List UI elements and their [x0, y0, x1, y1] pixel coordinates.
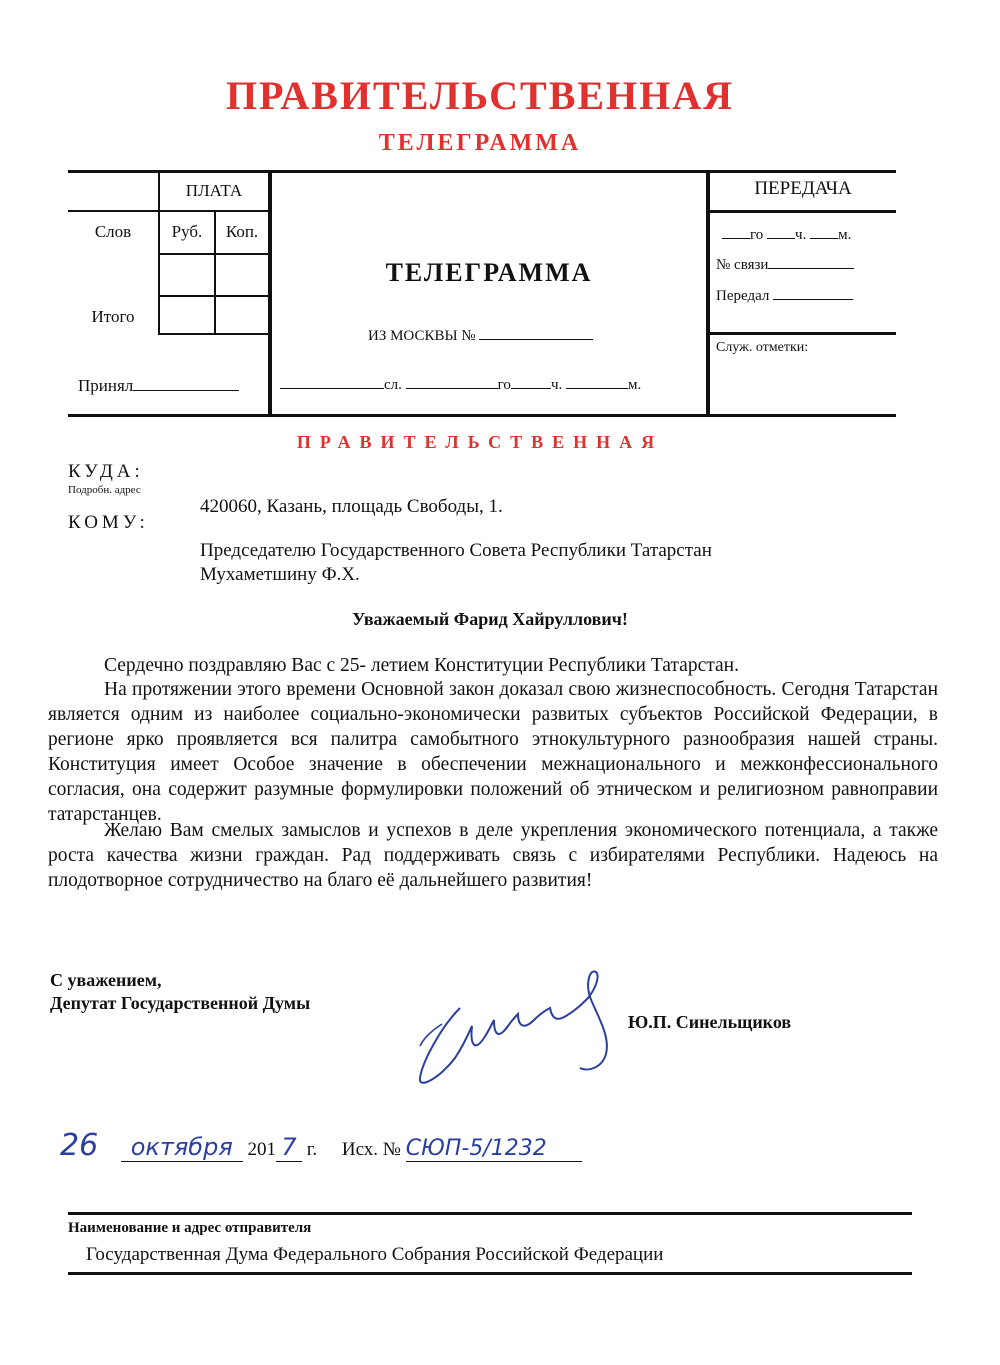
itogo-label: Итого: [91, 307, 135, 326]
podrobn-label: Подробн. адрес: [68, 484, 141, 496]
prinyal-field: [78, 374, 239, 396]
from-moscow-field: [368, 325, 593, 345]
from-moscow-label: ИЗ МОСКВЫ №: [368, 328, 476, 344]
year-suffix: г.: [306, 1139, 318, 1160]
greeting: Уважаемый Фарид Хайруллович!: [352, 609, 628, 629]
closing: С уважением,: [50, 970, 162, 990]
prinyal-label: Принял: [78, 376, 134, 395]
date-month: октября: [121, 1133, 243, 1162]
date-fields: го ч. м.: [722, 225, 851, 244]
handwritten-signature: [400, 968, 630, 1096]
band-label: ПРАВИТЕЛЬСТВЕННАЯ: [296, 432, 664, 452]
recipient-line1: Председателю Государственного Совета Республики Татарстан: [200, 540, 712, 561]
slov-label: Слов: [94, 222, 132, 241]
address-text: 420060, Казань, площадь Свободы, 1.: [200, 496, 503, 517]
center-title: ТЕЛЕГРАММА: [385, 258, 593, 287]
signer-name: Ю.П. Синельщиков: [628, 1012, 792, 1032]
paragraph-1: Сердечно поздравляю Вас с 25- летием Конституции Республики Татарстан.: [104, 655, 739, 676]
recipient-line2: Мухаметшину Ф.Х.: [200, 564, 360, 585]
document-title: ПРАВИТЕЛЬСТВЕННАЯ: [225, 73, 735, 118]
sluzh-label: Служ. отметки:: [716, 340, 809, 355]
komu-label: КОМУ:: [68, 512, 149, 533]
sender-name: Государственная Дума Федерального Собрания Российской Федерации: [86, 1244, 664, 1265]
rub-label: Руб.: [171, 222, 203, 241]
peredacha-label: ПЕРЕДАЧА: [754, 178, 852, 199]
peredal-field: Передал: [716, 286, 853, 305]
year-digit: 7: [276, 1133, 302, 1162]
year-prefix: 201: [247, 1139, 276, 1160]
kuda-label: КУДА:: [68, 461, 144, 482]
signer-position: Депутат Государственной Думы: [50, 993, 311, 1013]
svyazi-field: № связи: [716, 255, 854, 274]
paragraph-2: На протяжении этого времени Основной закон доказал свою жизнеспособность. Сегодня Татарстан является одним из наиболее социально-экономически развитых субъектов Российской Федерации, в регионе ярко проявляется вся палитра самобытного этнокультурного разнообразия нашей страны. Конституция имеет Особое значение в обеспечении межнационального и межконфессионального согласия, она содержит разумные формулировки положений об этническом и религиозном равноправии татарстанцев.: [48, 679, 938, 825]
dateline: [60, 1128, 582, 1163]
plata-label: ПЛАТА: [185, 181, 243, 200]
kop-label: Коп.: [225, 222, 259, 241]
ref-label: Исх. №: [341, 1139, 401, 1160]
document-subtitle: ТЕЛЕГРАММА: [378, 130, 582, 156]
ref-number: СЮП-5/1232: [406, 1136, 582, 1162]
date-day: 26: [60, 1128, 99, 1163]
time-fields: сл. го ч. м.: [280, 374, 641, 394]
sender-label: Наименование и адрес отправителя: [68, 1220, 312, 1236]
paragraph-3: Желаю Вам смелых замыслов и успехов в деле укрепления экономического потенциала, а также роста качества жизни граждан. Рад поддерживать связь с избирателями Республики. Надеюсь на плодотворное сотрудничество на благо её дальнейшего развития!: [48, 820, 938, 891]
